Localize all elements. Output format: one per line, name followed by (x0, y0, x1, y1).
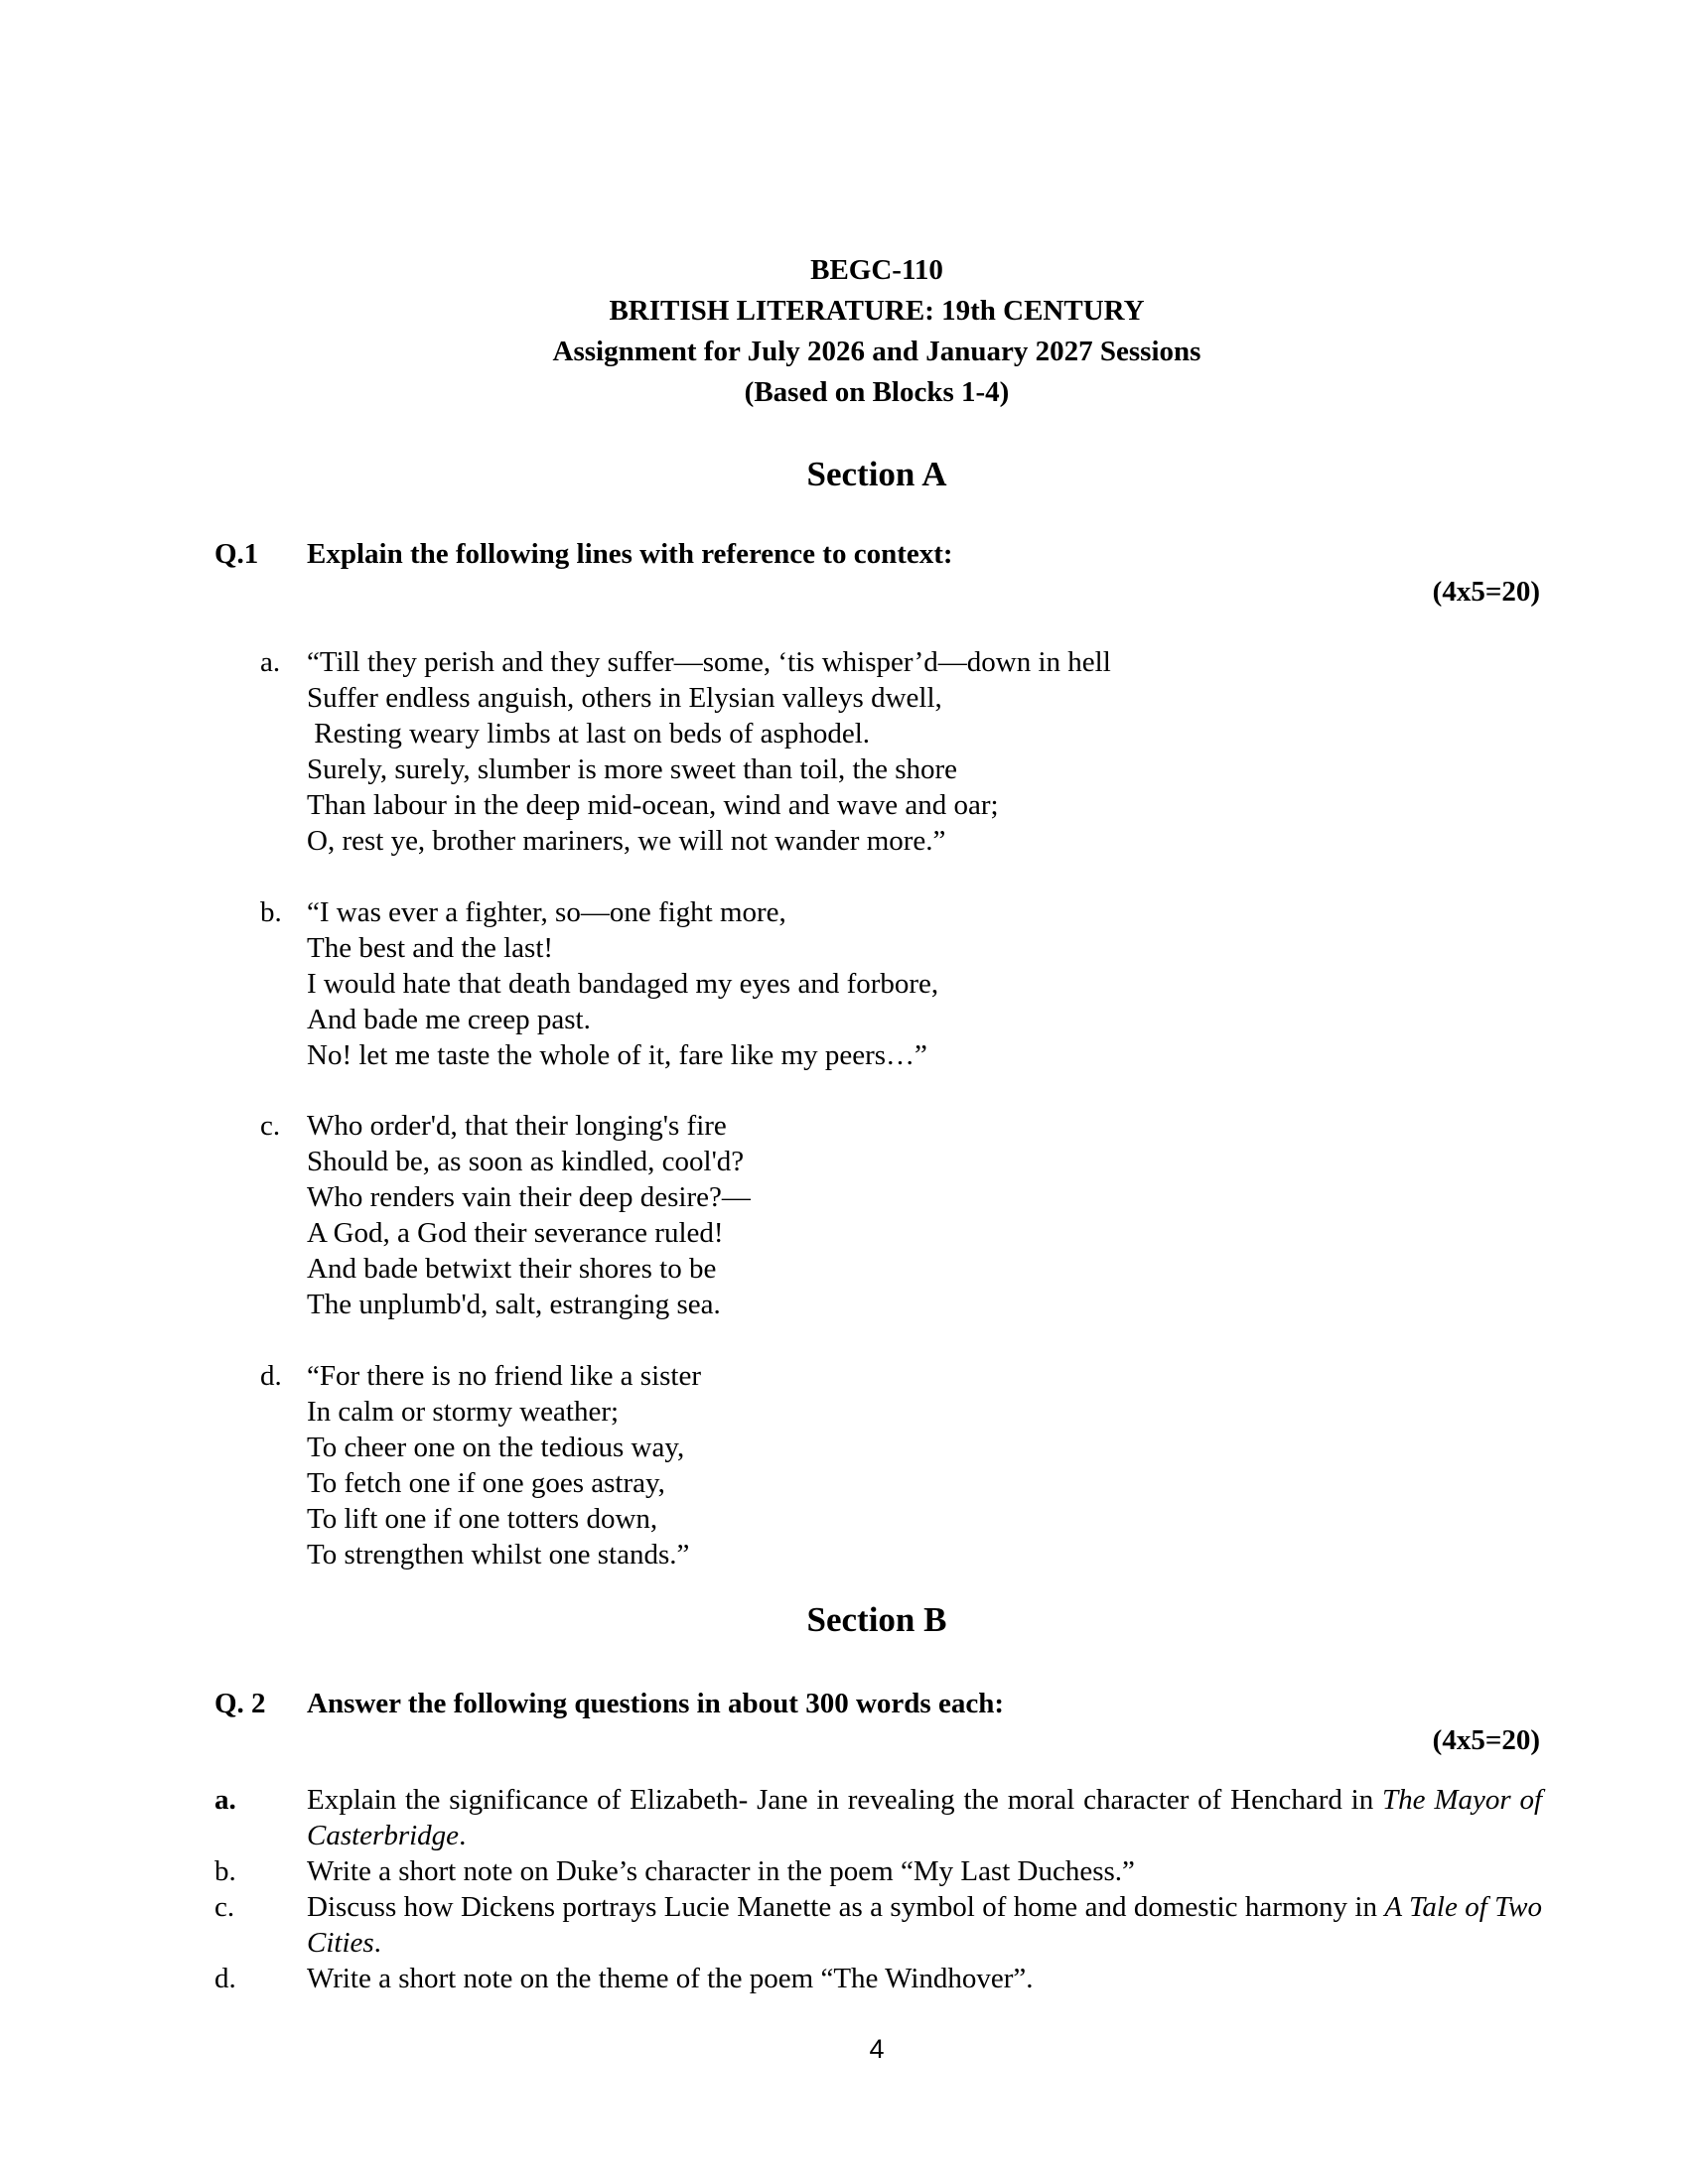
work-title: The Mayor of Casterbridge (307, 1784, 1542, 1851)
poem-line: “Till they perish and they suffer—some, ‘tis whisper’d—down in hell (307, 646, 1111, 678)
question-item-a (214, 1782, 1542, 1853)
poem-line: To strengthen whilst one stands.” (307, 1539, 690, 1570)
poem-line: To fetch one if one goes astray, (307, 1467, 665, 1499)
question-item-b (214, 1853, 1542, 1889)
poem-line: “For there is no friend like a sister (307, 1360, 702, 1392)
item-label: c. (260, 1110, 281, 1142)
page-number: 4 (869, 2034, 885, 2064)
question-text-end: . (373, 1927, 381, 1959)
poem-line: Who renders vain their deep desire?— (307, 1181, 751, 1213)
poem-line: In calm or stormy weather; (307, 1396, 620, 1428)
question-text: Write a short note on Duke’s character in the poem “My Last Duchess.” (307, 1855, 1135, 1887)
item-label: d. (260, 1360, 282, 1392)
course-code: BEGC-110 (810, 254, 943, 286)
poem-line: And bade betwixt their shores to be (307, 1253, 717, 1285)
item-label: a. (214, 1784, 236, 1816)
blocks-note: (Based on Blocks 1-4) (744, 376, 1010, 408)
poem-line: To lift one if one totters down, (307, 1503, 658, 1535)
poem-line: No! let me taste the whole of it, fare like my peers…” (307, 1039, 927, 1071)
question-item-c (214, 1889, 1542, 1961)
poem-line: A God, a God their severance ruled! (307, 1217, 724, 1249)
item-label: c. (214, 1891, 235, 1923)
q1-marks: (4x5=20) (1432, 576, 1540, 608)
poem-line: Suffer endless anguish, others in Elysian valleys dwell, (307, 682, 942, 714)
section-a-title: Section A (806, 455, 947, 493)
course-title: BRITISH LITERATURE: 19th CENTURY (609, 295, 1145, 327)
assignment-sessions: Assignment for July 2026 and January 2027 Sessions (552, 336, 1201, 367)
poem-line: I would hate that death bandaged my eyes and forbore, (307, 968, 939, 1000)
question-item-d (214, 1961, 1542, 1996)
work-title: A Tale of Two Cities (307, 1891, 1542, 1959)
poem-line: The unplumb'd, salt, estranging sea. (307, 1289, 721, 1320)
poem-item-a (260, 644, 1111, 859)
poem-line: O, rest ye, brother mariners, we will not wander more.” (307, 825, 946, 857)
q2-number: Q. 2 (214, 1688, 266, 1719)
item-label: b. (214, 1855, 236, 1887)
q1-instruction: Explain the following lines with reference to context: (307, 538, 953, 570)
question-text: Explain the significance of Elizabeth- Jane in revealing the moral character of Henchard in (307, 1784, 1383, 1816)
poem-item-b (260, 894, 938, 1073)
item-label: b. (260, 896, 282, 928)
question-text-end: . (459, 1820, 467, 1851)
poem-line: Surely, surely, slumber is more sweet than toil, the shore (307, 753, 958, 785)
q2-instruction: Answer the following questions in about 300 words each: (307, 1688, 1004, 1719)
item-label: a. (260, 646, 281, 678)
poem-line: To cheer one on the tedious way, (307, 1432, 685, 1463)
q1-number: Q.1 (214, 538, 259, 570)
poem-line: And bade me creep past. (307, 1004, 591, 1035)
poem-item-d (260, 1358, 701, 1572)
poem-line: The best and the last! (307, 932, 554, 964)
poem-line: Resting weary limbs at last on beds of asphodel. (307, 718, 871, 750)
poem-line: Should be, as soon as kindled, cool'd? (307, 1146, 745, 1177)
poem-line: “I was ever a fighter, so—one fight more, (307, 896, 786, 928)
item-label: d. (214, 1963, 236, 1994)
q2-marks: (4x5=20) (1432, 1724, 1540, 1756)
question-text: Discuss how Dickens portrays Lucie Manette as a symbol of home and domestic harmony in (307, 1891, 1385, 1923)
section-b-title: Section B (806, 1600, 947, 1639)
poem-line: Who order'd, that their longing's fire (307, 1110, 727, 1142)
poem-line: Than labour in the deep mid-ocean, wind and wave and oar; (307, 789, 999, 821)
question-text: Write a short note on the theme of the poem “The Windhover”. (307, 1963, 1034, 1994)
poem-item-c (260, 1108, 751, 1322)
